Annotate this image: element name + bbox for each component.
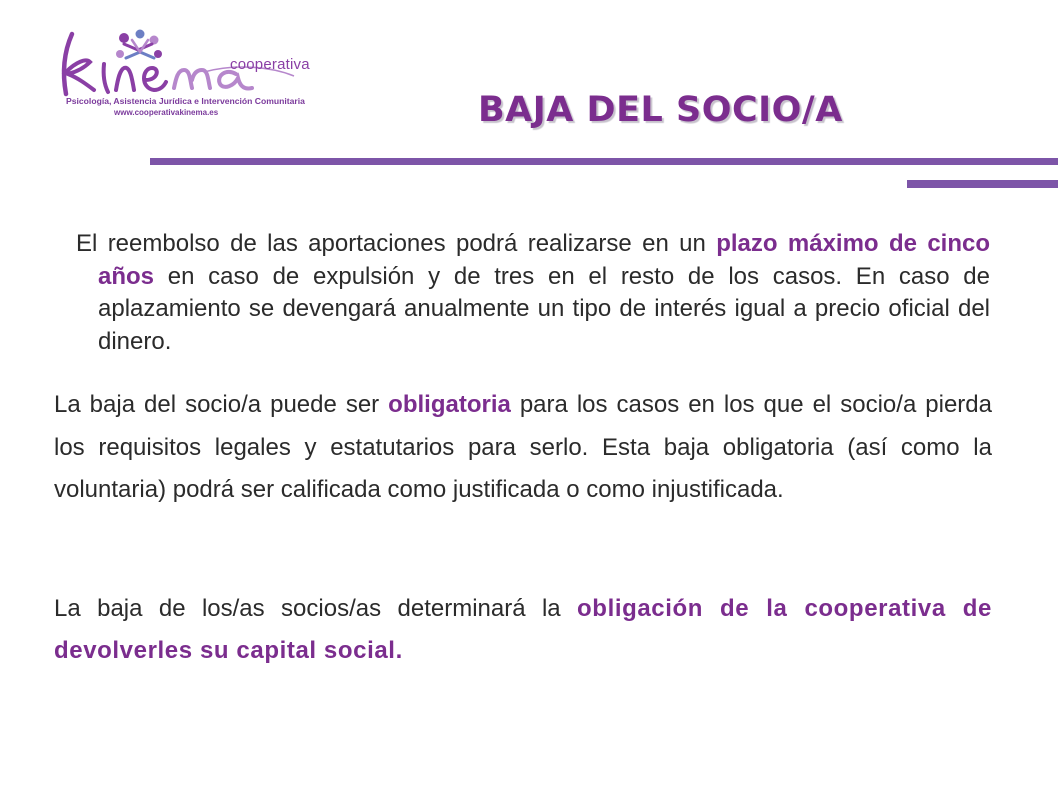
title-accent-rule bbox=[907, 180, 1058, 188]
logo-tagline: Psicología, Asistencia Jurídica e Intervención Comunitaria bbox=[66, 96, 305, 106]
p1-text-2: en caso de expulsión y de tres en el resto de los casos. En caso de aplazamiento se devengará anualmente un tipo de interés igual a precio oficial del dinero. bbox=[98, 262, 990, 355]
p2-text-2: para los casos en los que el socio/a pierda los requisitos legales y estatutarios para serlo. Esta baja obligatoria (así como la voluntaria) podrá ser calificada como justificada o como injustificada. bbox=[54, 391, 992, 503]
paragraph-obligacion bbox=[54, 588, 992, 672]
p3-text-1: La baja de los/as socios/as determinará la bbox=[54, 595, 578, 622]
logo-cooperativa-text: cooperativa bbox=[230, 56, 310, 73]
paragraph-baja-obligatoria bbox=[54, 384, 992, 512]
p2-bold-obligatoria: obligatoria bbox=[388, 391, 511, 418]
p2-text-1: La baja del socio/a puede ser bbox=[54, 391, 389, 418]
kinema-logo bbox=[54, 28, 314, 124]
p1-bold-plazo: plazo máximo de cinco años bbox=[98, 230, 990, 290]
title-underline-rule bbox=[150, 158, 1058, 165]
p1-text-1: El reembolso de las aportaciones podrá realizarse en un bbox=[76, 230, 717, 257]
slide-title: BAJA DEL SOCIO/A bbox=[478, 90, 843, 130]
p3-bold-obligacion: obligación de la cooperativa de devolverles su capital social. bbox=[54, 595, 992, 664]
logo-website: www.cooperativakinema.es bbox=[114, 108, 219, 117]
paragraph-reembolso bbox=[76, 228, 990, 358]
